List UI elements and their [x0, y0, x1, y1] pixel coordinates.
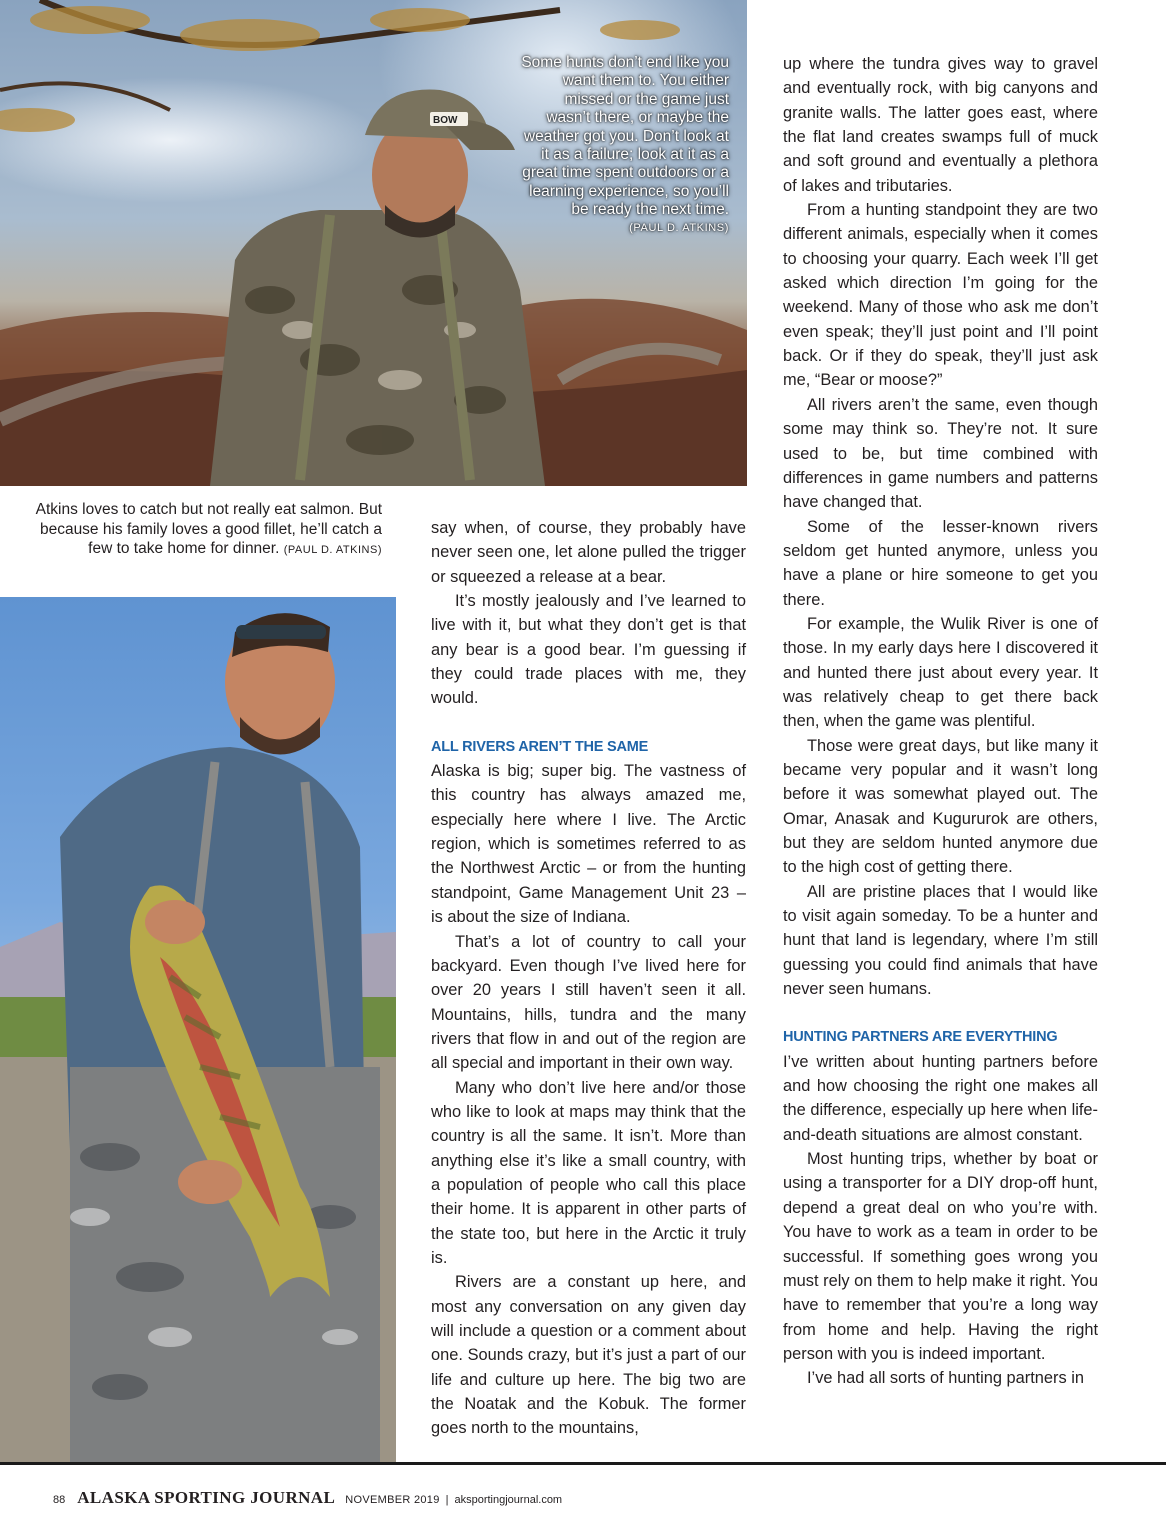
fisherman-photo: [0, 597, 396, 1463]
paragraph: up where the tundra gives way to gravel and eventually rock, with big canyons and granite walls. The latter goes east, where the flat land creates swamps full of muck and soft ground and eventually a plethora of lakes and tributaries.: [783, 55, 1098, 195]
fisherman-photo-caption: [20, 500, 382, 561]
footer-separator: |: [445, 1494, 449, 1506]
footer-rule: [0, 1462, 1166, 1465]
article-column-right: [783, 52, 1098, 1391]
cap-logo: BOW: [433, 115, 458, 126]
paragraph: Many who don’t live here and/or those who like to look at maps may think that the country is all the same. It isn’t. More than anything else it’s like a small country, with a population of people who call this place their home. It is apparent in other parts of the state too, but here in the Arctic it truly is.: [431, 1078, 746, 1267]
paragraph: Rivers are a constant up here, and most any conversation on any given day will include a question or a comment about one. Sounds crazy, but it’s just a part of our life and culture up here. The big two are the Noatak and the Kobuk. The former goes north to the mountains,: [431, 1273, 746, 1438]
fisherman-illustration: [0, 597, 396, 1463]
photo-credit: (PAUL D. ATKINS): [629, 221, 729, 234]
paragraph: I’ve had all sorts of hunting partners in: [807, 1369, 1084, 1388]
article-column-middle: [431, 516, 746, 1441]
paragraph: That’s a lot of country to call your backyard. Even though I’ve lived here for over 20 years I still haven’t seen it all. Mountains, hills, tundra and the many rivers that flow in and out of the region are all special and important in their own way.: [431, 932, 746, 1073]
masthead: ALASKA SPORTING JOURNAL: [77, 1488, 336, 1507]
hunter-photo: [0, 0, 747, 486]
paragraph: From a hunting standpoint they are two different animals, especially when it comes to choosing your quarry. Each week I’ll get asked which direction I’m going for the weekend. Many of those who ask me don’t even speak; they’ll just point and I’ll point back. Or if they do speak, they’ll just ask me, “Bear or moose?”: [783, 201, 1098, 390]
photo-credit: (PAUL D. ATKINS): [283, 544, 382, 556]
paragraph: say when, of course, they probably have never seen one, let alone pulled the trigger or squeezed a release at a bear.: [431, 519, 746, 586]
paragraph: Most hunting trips, whether by boat or using a transporter for a DIY drop-off hunt, depend a great deal on who you’re with. You have to work as a team in order to be successful. If something goes wrong you must rely on them to help make it right. You have to remember that you’re a long way from home and help. Having the right person with you is indeed important.: [783, 1150, 1098, 1363]
paragraph: It’s mostly jealously and I’ve learned to live with it, but what they don’t get is that any bear is a good bear. I’m guessing if they could trade places with me, they would.: [431, 592, 746, 708]
website-url: aksportingjournal.com: [454, 1494, 563, 1506]
section-heading: HUNTING PARTNERS ARE EVERYTHING: [783, 1029, 1058, 1046]
caption-text: Atkins loves to catch but not really eat salmon. But because his family loves a good fillet, he’ll catch a few to take home for dinner.: [35, 501, 382, 557]
paragraph: Alaska is big; super big. The vastness of this country has always amazed me, especially here where I live. The Arctic region, which is sometimes referred to as the Northwest Arctic – or from the hunting standpoint, Game Management Unit 23 – is about the size of Indiana.: [431, 762, 746, 927]
caption-text: Some hunts don’t end like you want them to. You either missed or the game just wasn’t there, or maybe the weather got you. Don’t look at it as a failure; look at it as a great time spent outdoors or a learning experience, so you’ll be ready the next time.: [521, 54, 729, 219]
paragraph: All rivers aren’t the same, even though some may think so. They’re not. It sure used to be, but time combined with differences in game numbers and patterns have changed that.: [783, 395, 1098, 512]
paragraph: Those were great days, but like many it became very popular and it wasn’t long before it was somewhat played out. The Omar, Anasak and Kugururok are others, but they are seldom hunted anymore due to the high cost of getting there.: [783, 736, 1098, 877]
paragraph: For example, the Wulik River is one of those. In my early days here I discovered it and hunted there just about every year. It was relatively cheap to get there back then, when the game was plentiful.: [783, 614, 1098, 731]
paragraph: Some of the lesser-known rivers seldom get hunted anymore, unless you have a plane or hire someone to get you there.: [783, 517, 1098, 609]
page-footer: [53, 1488, 562, 1508]
paragraph: I’ve written about hunting partners before and how choosing the right one makes all the difference, especially up here when life-and-death situations are almost constant.: [783, 1052, 1098, 1144]
paragraph: All are pristine places that I would like to visit again someday. To be a hunter and hunt that land is legendary, where I’m still guessing you could find animals that have never seen humans.: [783, 882, 1098, 999]
issue-date: NOVEMBER 2019: [345, 1494, 440, 1506]
section-heading: ALL RIVERS AREN’T THE SAME: [431, 738, 649, 755]
page-number: 88: [53, 1494, 66, 1506]
hunter-photo-caption: [519, 54, 729, 236]
